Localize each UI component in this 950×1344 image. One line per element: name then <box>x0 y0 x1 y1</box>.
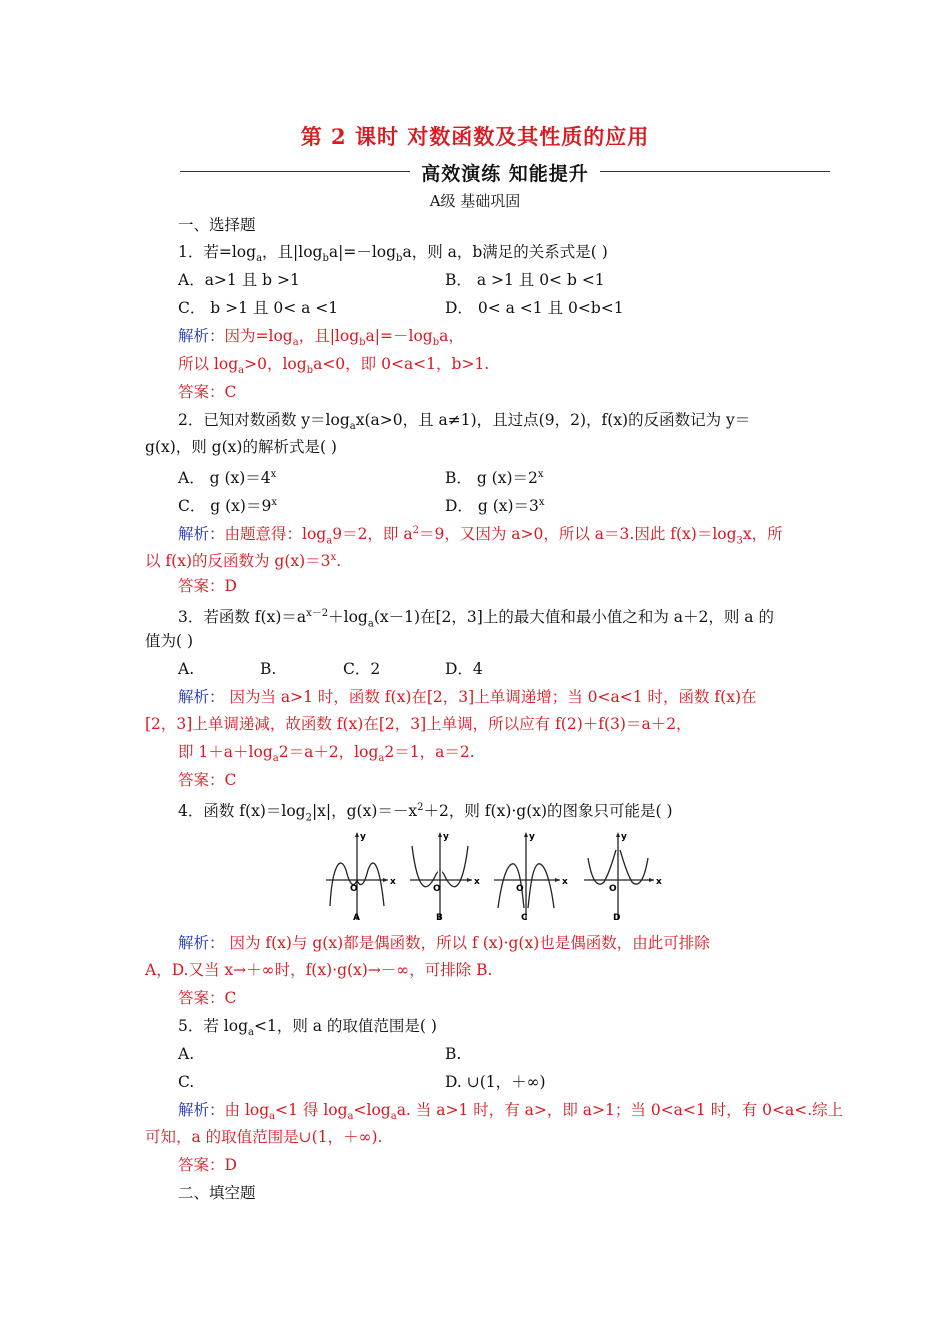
q3-option-a: A. <box>178 660 195 678</box>
q3-answer: 答案：C <box>178 771 237 789</box>
section-heading-fill: 二、填空题 <box>178 1184 256 1202</box>
q5-stem: 5．若 $\log_a<1$，则 a 的取值范围是( ) <box>178 1017 437 1039</box>
svg-text:x: x <box>390 877 396 887</box>
q1-option-b: B． a >1 且 0< b <1 <box>445 271 605 289</box>
q1-option-a: A．a>1 且 b >1 <box>178 271 300 289</box>
q2-option-b: B． g $(x)=2^x$ <box>445 469 544 488</box>
q5-solution-line-1: 解析：由 $\log_a<1$ 得 $\log_a<\log_aa$. 当 a>1 时，有 a>，即 a>1；当 0<a<1 时，有 0<a<.综上 <box>178 1101 844 1123</box>
graph-b <box>410 832 480 923</box>
svg-text:O: O <box>516 884 524 894</box>
q2-solution-line-1: 解析：由题意得：$\log_a9=2$，即 $a^2=9$，又因为 a>0，所以 a＝3.因此 $f(x)=\log_3x$，所 <box>178 525 783 547</box>
q3-solution-line-3: 即 $1+a+\log_a2=a+2$，$\log_a2=1$，a＝2. <box>178 743 475 765</box>
svg-text:O: O <box>609 884 617 894</box>
q2-solution-line-2: 以 f(x)的反函数为 $g(x)=3^x$. <box>145 552 342 571</box>
graph-a <box>326 832 396 923</box>
svg-text:O: O <box>433 884 441 894</box>
q1-answer: 答案：C <box>178 383 237 401</box>
q3-option-c: C．2 <box>343 660 381 678</box>
section-banner <box>180 159 830 185</box>
svg-text:y: y <box>529 832 535 842</box>
q4-answer: 答案：C <box>178 989 237 1007</box>
q1-solution-line-1: 解析：因为$=\log_a$，且$|\log_ba|=-\log_ba$， <box>178 327 464 349</box>
q1-stem: 1．若$=\log_a$，且$|\log_ba|=-\log_ba$，则 a，b满足的关系式是( ) <box>178 243 608 265</box>
graph-c-label: C <box>521 913 528 923</box>
level-heading: A级 基础巩固 <box>429 192 521 210</box>
banner-text: 高效演练 知能提升 <box>421 163 589 185</box>
q1-solution-line-2: 所以 $\log_a>0$，$\log_ba<0$，即 0<a<1，b>1. <box>178 355 490 377</box>
q5-option-d: D. ∪(1，＋∞) <box>445 1073 546 1091</box>
q4-graph-options <box>322 828 662 928</box>
q3-option-d: D．4 <box>445 660 483 678</box>
graph-a-label: A <box>353 913 360 923</box>
q2-option-a: A． g $(x)=4^x$ <box>178 469 277 488</box>
svg-text:y: y <box>443 832 449 842</box>
graph-b-label: B <box>436 913 443 923</box>
lesson-title: 第 2 课时 对数函数及其性质的应用 <box>300 124 650 149</box>
svg-text:y: y <box>360 832 366 842</box>
q5-option-b: B. <box>445 1045 462 1063</box>
q3-option-b: B. <box>260 660 277 678</box>
q2-option-c: C． g $(x)=9^x$ <box>178 497 277 516</box>
q2-stem-line-2: g(x)，则 g(x)的解析式是( ) <box>145 438 337 456</box>
q5-solution-line-2: 可知，a 的取值范围是∪(1，＋∞). <box>145 1128 383 1146</box>
q3-solution-line-1: 解析： 因为当 a>1 时，函数 f(x)在[2，3]上单调递增；当 0<a<1 时，函数 f(x)在 <box>178 688 757 706</box>
q2-option-d: D． g $(x)=3^x$ <box>445 497 545 516</box>
banner-rule-right <box>600 171 830 172</box>
q1-option-d: D． 0< a <1 且 0<b<1 <box>445 299 624 317</box>
section-heading-choice: 一、选择题 <box>178 216 256 234</box>
q3-stem-line-2: 值为( ) <box>145 632 194 650</box>
svg-text:y: y <box>621 832 627 842</box>
q1-option-c: C． b >1 且 0< a <1 <box>178 299 339 317</box>
q3-stem: 3．若函数 $f(x)=a^{x-2}+\log_a(x-1)$在[2，3]上的最大值和最小值之和为 a＋2，则 a 的 <box>178 608 774 630</box>
svg-text:O: O <box>350 884 358 894</box>
q5-option-c: C. <box>178 1073 195 1091</box>
svg-text:x: x <box>656 877 662 887</box>
q2-answer: 答案：D <box>178 577 237 595</box>
q4-stem: 4．函数 $f(x)=\log_2|x|$，$g(x)=-x^2+2$，则 f(x)·g(x)的图象只可能是( ) <box>178 802 673 824</box>
graph-d-label: D <box>613 913 621 923</box>
svg-text:x: x <box>474 877 480 887</box>
q3-solution-line-2: [2，3]上单调递减，故函数 f(x)在[2，3]上单调，所以应有 f(2)＋f(3)＝a＋2， <box>145 715 692 733</box>
q2-stem: 2．已知对数函数 $y=\log_ax(a>0$，且 a≠1)，且过点(9，2)，f(x)的反函数记为 y＝ <box>178 411 751 433</box>
svg-text:x: x <box>562 877 568 887</box>
q5-answer: 答案：D <box>178 1156 237 1174</box>
q4-solution-line-1: 解析： 因为 f(x)与 g(x)都是偶函数，所以 f (x)·g(x)也是偶函数，由此可排除 <box>178 934 710 952</box>
graph-c <box>494 832 568 923</box>
q5-option-a: A. <box>178 1045 195 1063</box>
q4-solution-line-2: A，D.又当 x→＋∞时，f(x)·g(x)→－∞，可排除 B. <box>145 961 493 979</box>
graph-d <box>584 832 662 923</box>
